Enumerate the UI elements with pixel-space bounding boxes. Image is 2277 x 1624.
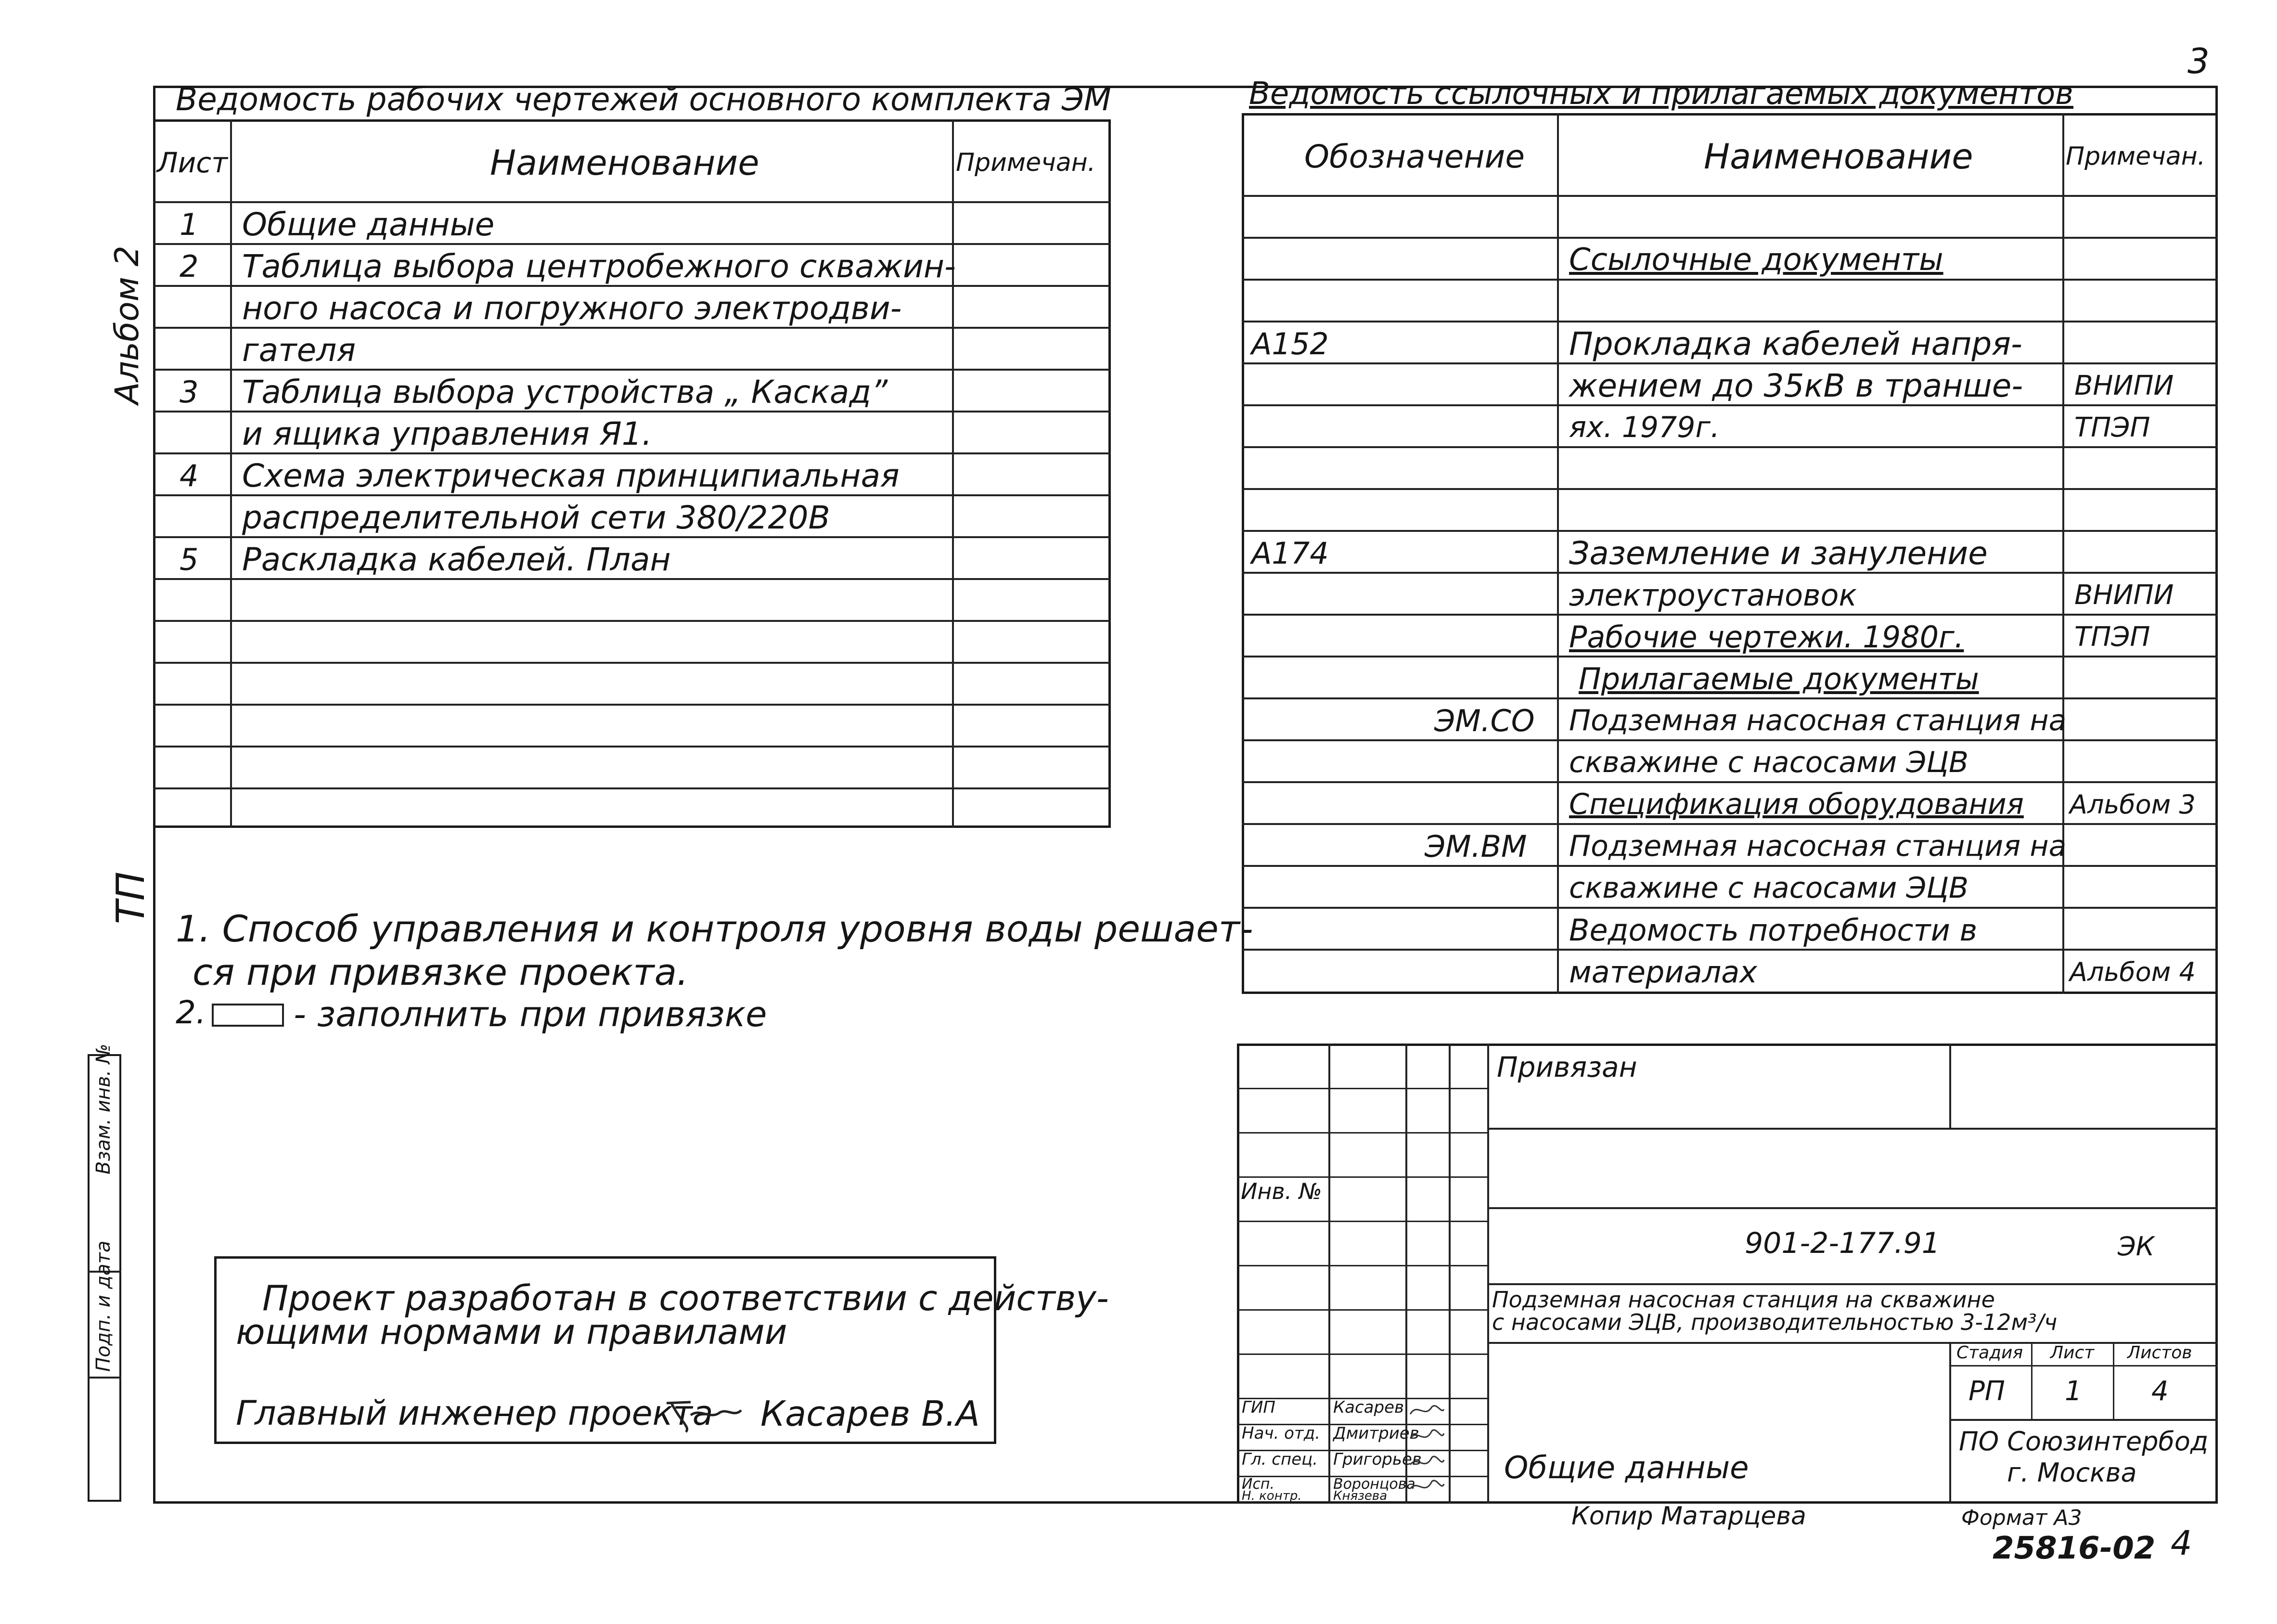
organization-line-2: г. Москва: [2007, 1457, 2137, 1488]
row-name: Подземная насосная станция на: [1569, 829, 2067, 863]
note-line-1: 1. Способ управления и контроля уровня воды решает-: [176, 907, 1253, 950]
engineer-signature: [662, 1393, 744, 1437]
staff-name: Воронцова: [1333, 1476, 1415, 1493]
header-name: Наименование: [490, 142, 759, 183]
staff-name: Дмитриев: [1333, 1424, 1419, 1443]
fill-in-box-symbol: [212, 1004, 284, 1027]
row-note: Альбом 3: [2070, 789, 2196, 820]
document-name: Общие данные: [1504, 1450, 1749, 1486]
document-code: ЭК: [2118, 1231, 2155, 1262]
organization-line-1: ПО Союзинтербод: [1959, 1426, 2209, 1456]
row-note: ТПЭП: [2074, 621, 2150, 653]
designation: 901-2-177.91: [1745, 1226, 1940, 1260]
object-line-1: Подземная насосная станция на скважине: [1492, 1287, 1995, 1313]
linked-label: Привязан: [1497, 1051, 1637, 1083]
note-line-3-prefix: 2.: [176, 994, 206, 1031]
row-sheet: 2: [180, 248, 199, 284]
sheets-label: Листов: [2127, 1343, 2192, 1363]
row-name: Раскладка кабелей. План: [242, 541, 671, 578]
row-name: ного насоса и погружного электродви-: [242, 289, 902, 327]
row-name: Ссылочные документы: [1569, 242, 1943, 278]
sheet-value: 1: [2065, 1376, 2082, 1407]
staff-role: Исп.: [1242, 1476, 1275, 1493]
copied-by: Копир Матарцева: [1571, 1502, 1806, 1531]
tp-label: ТП: [108, 871, 153, 924]
row-sheet: 3: [180, 374, 199, 410]
staff-role: ГИП: [1242, 1398, 1275, 1417]
stage-label: Стадия: [1956, 1343, 2023, 1363]
row-name: Спецификация оборудования: [1569, 787, 2024, 821]
object-line-2: с насосами ЭЦВ, производительностью 3-12м³/ч: [1492, 1309, 2058, 1335]
page-number: 3: [2187, 41, 2210, 81]
row-name: Таблица выбора центробежного скважин-: [242, 247, 956, 285]
row-note: ТПЭП: [2074, 412, 2150, 443]
left-stamp-divider: [88, 1377, 121, 1379]
footer-page: 4: [2171, 1523, 2192, 1563]
drawings-list-title: Ведомость рабочих чертежей основного комплекта ЭМ: [176, 81, 1111, 118]
row-code: ЭМ.ВМ: [1425, 828, 1527, 864]
row-name: скважине с насосами ЭЦВ: [1569, 746, 1969, 779]
row-note: Альбом 4: [2070, 956, 2196, 987]
drawings-table: [153, 119, 1111, 828]
row-sheet: 4: [180, 458, 199, 493]
engineer-label: Главный инженер проекта: [236, 1393, 713, 1433]
stamp-label-replace: Взам. инв. №: [92, 1044, 115, 1174]
references-list-title: Ведомость ссылочных и прилагаемых документов: [1249, 76, 2073, 112]
staff-role: Гл. спец.: [1242, 1450, 1318, 1469]
header-name: Наименование: [1704, 136, 1973, 177]
row-name: Прилагаемые документы: [1579, 661, 1979, 696]
engineer-name: Касарев В.А: [760, 1393, 980, 1434]
staff-name: Григорьев: [1333, 1450, 1422, 1469]
row-sheet: 1: [180, 206, 199, 242]
stamp-label-sign: Подп. и дата: [92, 1240, 115, 1372]
header-sheet: Лист: [157, 146, 228, 179]
row-name: Рабочие чертежи. 1980г.: [1569, 619, 1964, 655]
row-code: А174: [1251, 535, 1329, 571]
row-name: Ведомость потребности в: [1569, 912, 1978, 948]
row-note: ВНИПИ: [2074, 370, 2174, 401]
row-name: материалах: [1569, 954, 1757, 990]
row-name: скважине с насосами ЭЦВ: [1569, 871, 1969, 905]
row-name: гателя: [242, 331, 356, 369]
sheet-label: Лист: [2050, 1343, 2095, 1363]
sheets-value: 4: [2151, 1376, 2169, 1407]
row-name: электроустановок: [1569, 577, 1857, 613]
row-sheet: 5: [180, 541, 199, 577]
row-name: распределительной сети 380/220В: [242, 499, 830, 536]
header-note: Примечан.: [2066, 142, 2206, 171]
stage-value: РП: [1968, 1376, 2005, 1407]
row-name: Общие данные: [242, 206, 495, 243]
row-name: и ящика управления Я1.: [242, 415, 652, 452]
row-code: А152: [1251, 326, 1329, 361]
row-name: Подземная насосная станция на: [1569, 704, 2067, 737]
paper-format: Формат А3: [1961, 1506, 2082, 1530]
title-block: [1237, 1044, 2218, 1504]
note-line-3: - заполнить при привязке: [294, 994, 767, 1034]
project-box-line-1: Проект разработан в соответствии с действу-: [262, 1278, 1109, 1318]
row-name: Прокладка кабелей напря-: [1569, 325, 2022, 362]
inv-no-label: Инв. №: [1241, 1178, 1322, 1204]
row-name: Схема электрическая принципиальная: [242, 457, 900, 494]
row-name: Заземление и зануление: [1569, 534, 1988, 572]
staff-role: Н. контр.: [1242, 1489, 1302, 1503]
row-name: Таблица выбора устройства „ Каскад”: [242, 373, 888, 411]
note-line-2: ся при привязке проекта.: [193, 951, 689, 993]
header-note: Примечан.: [956, 148, 1096, 177]
staff-name: Князева: [1333, 1489, 1388, 1503]
staff-name: Касарев: [1333, 1398, 1404, 1417]
archive-number: 25816-02: [1993, 1531, 2156, 1566]
row-name: ях. 1979г.: [1569, 411, 1720, 444]
row-name: жением до 35кВ в транше-: [1569, 367, 2023, 404]
header-code: Обозначение: [1304, 138, 1525, 175]
row-code: ЭМ.СО: [1434, 703, 1535, 738]
references-table: [1242, 113, 2218, 994]
staff-role: Нач. отд.: [1242, 1424, 1321, 1443]
album-label: Альбом 2: [108, 245, 146, 404]
row-note: ВНИПИ: [2074, 579, 2174, 611]
project-box-line-2: ющими нормами и правилами: [236, 1312, 787, 1352]
staff-signatures: [1408, 1400, 1446, 1501]
